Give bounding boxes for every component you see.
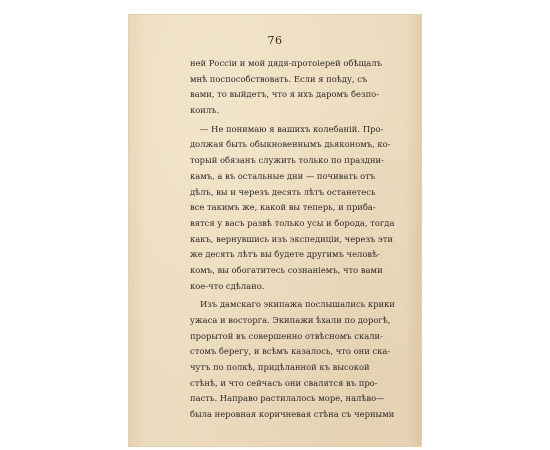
- paragraph-1: [190, 56, 380, 119]
- text-line: прорытой въ совершенно отвѣсномъ скали-: [190, 330, 383, 341]
- paragraph-2: [190, 122, 395, 295]
- text-line: пасть. Направо растилалось море, налѣво—: [190, 393, 385, 404]
- text-line: чутъ по полкѣ, придѣланной къ высокой: [190, 362, 370, 373]
- text-line: была неровная коричневая стѣна съ черными: [190, 409, 395, 420]
- text-line: дѣлъ, вы и черезъ десять лѣтъ останетесь: [190, 186, 376, 197]
- page-text: [190, 56, 395, 423]
- text-line: стѣнѣ, и что сейчасъ они свалятся въ про-: [190, 377, 378, 388]
- text-line: ужаса и восторга. Экипажи ѣхали по дорогѣ,: [190, 315, 391, 325]
- paragraph-3: [190, 297, 395, 423]
- text-line: же десять лѣтъ вы будете другимъ человѣ-: [190, 249, 381, 260]
- text-line: должая быть обыкновеннымъ дьякономъ, ко-: [190, 139, 391, 150]
- text-line: торый обязанъ служить только по праздни-: [190, 155, 384, 166]
- text-line: мнѣ поспособствовать. Если я поѣду, съ: [190, 73, 368, 84]
- text-line: все такимъ же, какой вы теперь, и прибa-: [190, 202, 376, 213]
- text-line: вятся у васъ развѣ только усы и борода, тогда: [190, 217, 395, 228]
- text-line: камъ, а въ остальные дни — почивать отъ: [190, 170, 376, 181]
- text-line: — Не понимаю я вашихъ колебаній. Про-: [200, 123, 384, 134]
- text-line: вами, то выйдетъ, что я ихъ даромъ безпо-: [190, 89, 380, 100]
- text-line: кое-что сдѣлано.: [190, 280, 265, 291]
- text-line: какъ, вернувшись изъ экспедиціи, черезъ эти: [190, 233, 393, 244]
- page-number: 76: [267, 34, 283, 47]
- text-line: Изъ дамскаго экипажа послышались крики: [200, 299, 395, 310]
- text-line: стомъ берегу, и всѣмъ казалось, что они ска-: [190, 346, 391, 357]
- text-line: комъ, вы обогатитесь сознаніемъ, что вами: [190, 264, 383, 275]
- text-line: ней Россіи и мой дядя-протоіерей обѣщалъ: [190, 58, 382, 68]
- text-line: коилъ.: [190, 105, 220, 116]
- book-page: [128, 14, 422, 447]
